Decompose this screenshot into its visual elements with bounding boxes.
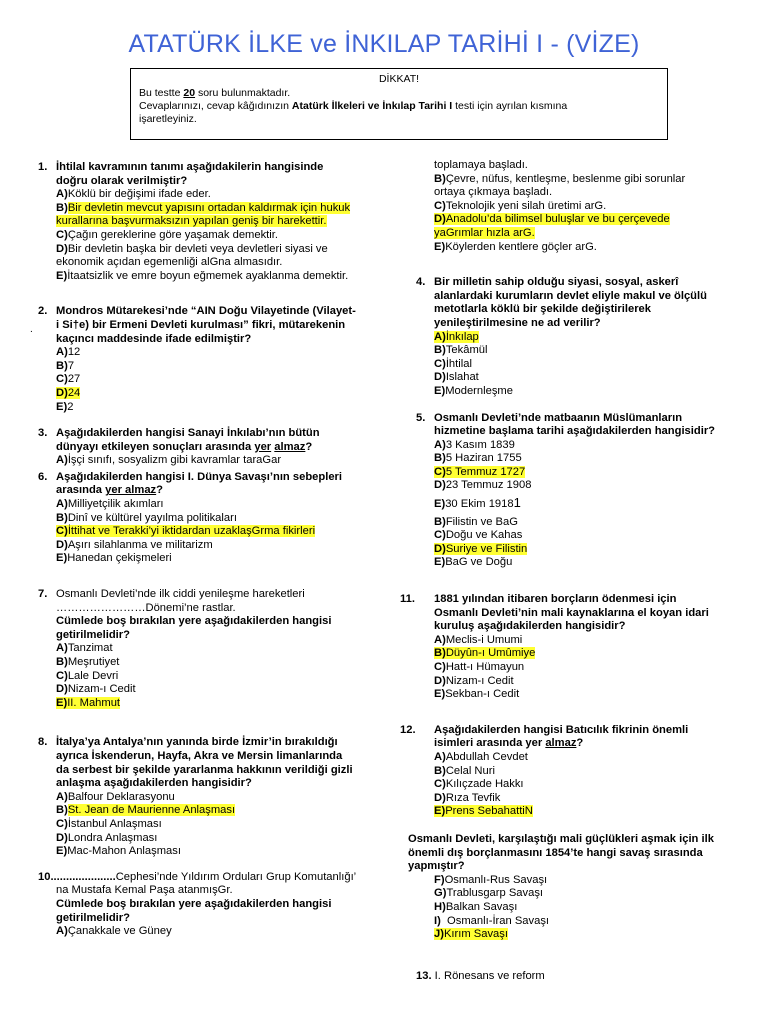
question-stem: İtalya’ya Antalya’nın yanında birde İzmir’in bırakıldığı ayrıca İskenderun, Hayfa, Akra ve Mersin limanlarında da serbest bir şekilde yararlanma hakkının verildiği gizli anlaşma aşağıdakilerden hangisidir? xyxy=(56,736,353,790)
question-stem: İhtilal kavramının tanımı aşağıdakilerin hangisinde doğru olarak verilmiştir? xyxy=(56,161,324,187)
option-e: E)30 Ekim 19181 xyxy=(434,495,521,511)
option-c: C)İhtilal xyxy=(434,357,472,370)
option-d: D)Islahat xyxy=(434,371,479,384)
question-6-continued xyxy=(416,516,716,570)
question-stem: Osmanlı Devleti, karşılaştığı mali güçlükleri aşmak için ilk önemli dış borçlanmasını 1854’te hangi savaş sırasında yapmıştır? xyxy=(408,832,714,873)
option-b: B)Çevre, nüfus, kentleşme, beslenme gibi sorunlar ortaya çıkmaya başladı. xyxy=(434,172,686,199)
question-3-continued: toplamaya başladı. B)Çevre, nüfus, kentleşme, beslenme gibi sorunlar ortaya çıkmaya başladı. C)Teknolojik yeni silah üretimi arG. D)Anadolu’da bilimsel buluşlar ve bu çerçevede yaGrımlar hızla arG. E)Köylerden kentlere göçler arG. xyxy=(416,159,716,254)
question-stem: Mondros Mütarekesi’nde “AIN Doğu Vilayetinde (Vilayet-i Si†e) bir Ermeni Devleti kurulması” fikri, mütarekenin kaçıncı maddesinde ifade edilmiştir? xyxy=(56,305,356,345)
question-sentence: Osmanlı Devleti’nde ilk ciddi yenileşme hareketleri ……………………Dönemi’ne rastlar. xyxy=(56,588,305,614)
question-number: 6. xyxy=(38,470,48,483)
option-c: C)Teknolojik yeni silah üretimi arG. xyxy=(434,199,607,212)
option-e: E)II. Mahmut xyxy=(56,696,121,709)
option-i: I) Osmanlı-İran Savaşı xyxy=(434,914,550,927)
option-a: A)İnkılap xyxy=(434,330,479,343)
option-b: B)Filistin ve BaG xyxy=(434,515,518,528)
option-a: A)Tanzimat xyxy=(56,642,113,655)
question-stem: Aşağıdakilerden hangisi Sanayi İnkılabı’nın bütün dünyayı etkileyen sonuçları arasında yer almaz? xyxy=(56,427,320,453)
option-b: B)Dinî ve kültürel yayılma politikaları xyxy=(56,511,237,524)
question-stem: Aşağıdakilerden hangisi Batıcılık fikrinin önemli isimleri arasında yer almaz? xyxy=(434,723,689,750)
question-1 xyxy=(38,161,358,283)
question-3 xyxy=(38,427,358,468)
question-number: 1. xyxy=(38,161,48,173)
option-c: C)Çağın gereklerine göre yaşamak demektir. xyxy=(56,228,278,241)
option-c: C)Lale Devri xyxy=(56,669,119,682)
question-number: 10..................... xyxy=(38,870,116,883)
option-b: B)Bir devletin mevcut yapısını ortadan kaldırmak için hukuk kurallarına başvurmaksızın yapılan geniş bir harekettir. xyxy=(56,201,351,228)
option-b: B)Tekâmül xyxy=(434,344,488,357)
option-d: D)Rıza Tevfik xyxy=(434,791,501,804)
question-10 xyxy=(38,871,358,939)
question-12 xyxy=(400,724,716,819)
question-stem: Cümlede boş bırakılan yere aşağıdakilerden hangisi getirilmelidir? xyxy=(56,897,332,924)
option-b: B)St. Jean de Maurienne Anlaşması xyxy=(56,804,236,817)
option-e: E)İtaatsizlik ve emre boyun eğmemek ayaklanma demektir. xyxy=(56,269,349,282)
highlighted-answer: St. Jean de Maurienne Anlaşması xyxy=(67,804,236,817)
question-stem: Bir milletin sahip olduğu siyasi, sosyal, askerî alanlardaki kurumların devlet eliyle makul ve ölçülü metotlarla köklü bir şekilde değiştirilerek yenileştirilmesine ne ad verilir? xyxy=(434,276,707,329)
option-a: A)Köklü bir değişimi ifade eder. xyxy=(56,188,211,201)
question-number: 4. xyxy=(416,276,426,289)
question-5 xyxy=(416,412,716,512)
notice-box xyxy=(130,68,668,140)
option-d: D)Bir devletin başka bir devleti veya devletleri siyasi ve ekonomik açıdan egemenliği alGna almasıdır. xyxy=(56,242,328,269)
option-d: D)Londra Anlaşması xyxy=(56,831,158,844)
footnote-mark: 1 xyxy=(513,495,521,511)
option-b: B)Celal Nuri xyxy=(434,764,495,777)
question-6 xyxy=(38,471,358,566)
notice-heading: DİKKAT! xyxy=(378,73,420,85)
option-d: D)Aşırı silahlanma ve militarizm xyxy=(56,538,213,551)
question-war-loan xyxy=(408,833,716,942)
question-stem: Osmanlı Devleti’nde matbaanın Müslümanların hizmetine başlama tarihi aşağıdakilerden hangisidir? xyxy=(434,411,716,438)
option-a: A)3 Kasım 1839 xyxy=(434,438,515,451)
option-e: E)BaG ve Doğu xyxy=(434,556,513,569)
option-d: D)24 xyxy=(56,386,81,399)
question-13 xyxy=(416,970,716,984)
highlighted-answer: Bir devletin mevcut yapısını ortadan kaldırmak için hukuk kurallarına başvurmaksızın yapılan geniş bir harekettir. xyxy=(56,201,351,228)
right-column xyxy=(400,159,716,983)
option-b: B)5 Haziran 1755 xyxy=(434,452,522,465)
option-c: C)İttihat ve Terakki’yi iktidardan uzaklaşGrma fikirleri xyxy=(56,525,316,538)
option-j: J)Kırım Savaşı xyxy=(434,928,508,941)
option-d: D)Anadolu’da bilimsel buluşlar ve bu çerçevede yaGrımlar hızla arG. xyxy=(434,213,670,239)
option-e: E)Sekban-ı Cedit xyxy=(434,688,520,701)
question-sentence: Cephesi’nde Yıldırım Orduları Grup Komutanlığı’ xyxy=(115,870,357,883)
option-e: E)Köylerden kentlere göçler arG. xyxy=(434,240,597,253)
option-e: E)Prens SebahattiN xyxy=(434,805,533,818)
highlighted-answer: İnkılap xyxy=(445,330,479,343)
highlighted-answer: Suriye ve Filistin xyxy=(445,542,528,555)
question-number: 5. xyxy=(416,411,426,424)
option-a: A)İşçi sınıfı, sosyalizm gibi kavramlar taraGar xyxy=(56,454,282,467)
notice-line-1: Bu testte 20 soru bulunmaktadır. xyxy=(139,87,291,99)
highlighted-answer: 24 xyxy=(67,386,81,399)
option-a: A)Meclis-i Umumi xyxy=(434,633,523,646)
highlighted-answer: Düyûn-ı Umûmiye xyxy=(445,647,536,660)
option-e: E)2 xyxy=(56,400,74,413)
question-number: 3. xyxy=(38,427,48,440)
option-c: C)Kılıçzade Hakkı xyxy=(434,778,524,791)
highlighted-answer: II. Mahmut xyxy=(67,696,121,709)
option-d: D)Nizam-ı Cedit xyxy=(434,674,514,687)
question-number: 2. xyxy=(38,305,48,318)
notice-line-3: işaretleyiniz. xyxy=(139,113,197,125)
question-number: 12. xyxy=(400,723,416,736)
option-g: G)Trablusgarp Savaşı xyxy=(434,887,544,900)
question-11 xyxy=(400,593,716,702)
option-a: A)12 xyxy=(56,346,81,359)
highlighted-answer: 5 Temmuz 1727 xyxy=(445,465,526,478)
exam-title: ATATÜRK İLKE ve İNKILAP TARİHİ I - (VİZE) xyxy=(128,30,640,58)
option-b: B)Düyûn-ı Umûmiye xyxy=(434,647,536,660)
option-c: C)27 xyxy=(56,373,81,386)
notice-course-name: Atatürk İlkeleri ve İnkılap Tarihi I xyxy=(291,100,453,112)
highlighted-answer: Anadolu’da bilimsel buluşlar ve bu çerçevede yaGrımlar hızla arG. xyxy=(434,213,670,239)
question-stem: Cümlede boş bırakılan yere aşağıdakilerden hangisi getirilmelidir? xyxy=(56,615,332,641)
option-e: E)Hanedan çekişmeleri xyxy=(56,552,172,565)
question-stem: 1881 yılından itibaren borçların ödenmesi için Osmanlı Devleti’nin mali kaynaklarına el koyan idari kuruluş aşağıdakilerden hangisidir? xyxy=(434,593,709,633)
question-number: 11. xyxy=(400,593,415,606)
option-d: D)23 Temmuz 1908 xyxy=(434,479,532,492)
question-2 xyxy=(38,305,358,414)
highlighted-answer: Kırım Savaşı xyxy=(443,928,508,941)
option-e: E)Mac-Mahon Anlaşması xyxy=(56,845,181,858)
option-a: A)Balfour Deklarasyonu xyxy=(56,790,175,803)
question-count: 20 xyxy=(183,87,196,99)
highlighted-answer: Prens SebahattiN xyxy=(445,805,533,818)
question-number: 13. xyxy=(416,969,432,982)
option-c: C)İstanbul Anlaşması xyxy=(56,817,162,830)
question-number: 7. xyxy=(38,588,48,601)
option-f: F)Osmanlı-Rus Savaşı xyxy=(434,873,548,886)
option-d: D)Suriye ve Filistin xyxy=(434,542,528,555)
question-stem: Aşağıdakilerden hangisi I. Dünya Savaşı’nın sebepleri arasında yer almaz? xyxy=(56,470,343,497)
option-c: C)Hatt-ı Hümayun xyxy=(434,661,525,673)
option-b: B)7 xyxy=(56,359,75,372)
option-a: A)Abdullah Cevdet xyxy=(434,750,528,763)
stray-dot: . xyxy=(30,324,33,335)
option-e: E)Modernleşme xyxy=(434,384,513,397)
notice-line-2: Cevaplarınızı, cevap kâğıdınızın Atatürk İlkeleri ve İnkılap Tarihi I testi için ayrılan kısmına xyxy=(139,100,568,112)
option-a: A)Milliyetçilik akımları xyxy=(56,498,164,511)
option-c: C)5 Temmuz 1727 xyxy=(434,465,526,478)
option-h: H)Balkan Savaşı xyxy=(434,900,518,913)
option-c: C)Doğu ve Kahas xyxy=(434,529,523,542)
question-4 xyxy=(416,276,716,398)
option-b: B)Meşrutiyet xyxy=(56,656,120,668)
question-statement: I. Rönesans ve reform xyxy=(434,969,545,982)
question-number: 8. xyxy=(38,736,48,749)
option-a: A)Çanakkale ve Güney xyxy=(56,925,172,938)
question-sentence-cont: na Mustafa Kemal Paşa atanmışGr. xyxy=(56,884,233,897)
highlighted-answer: İttihat ve Terakki’yi iktidardan uzaklaşGrma fikirleri xyxy=(67,525,316,538)
left-column xyxy=(38,161,358,939)
question-8 xyxy=(38,736,358,858)
question-7 xyxy=(38,588,358,710)
option-d: D)Nizam-ı Cedit xyxy=(56,683,136,696)
